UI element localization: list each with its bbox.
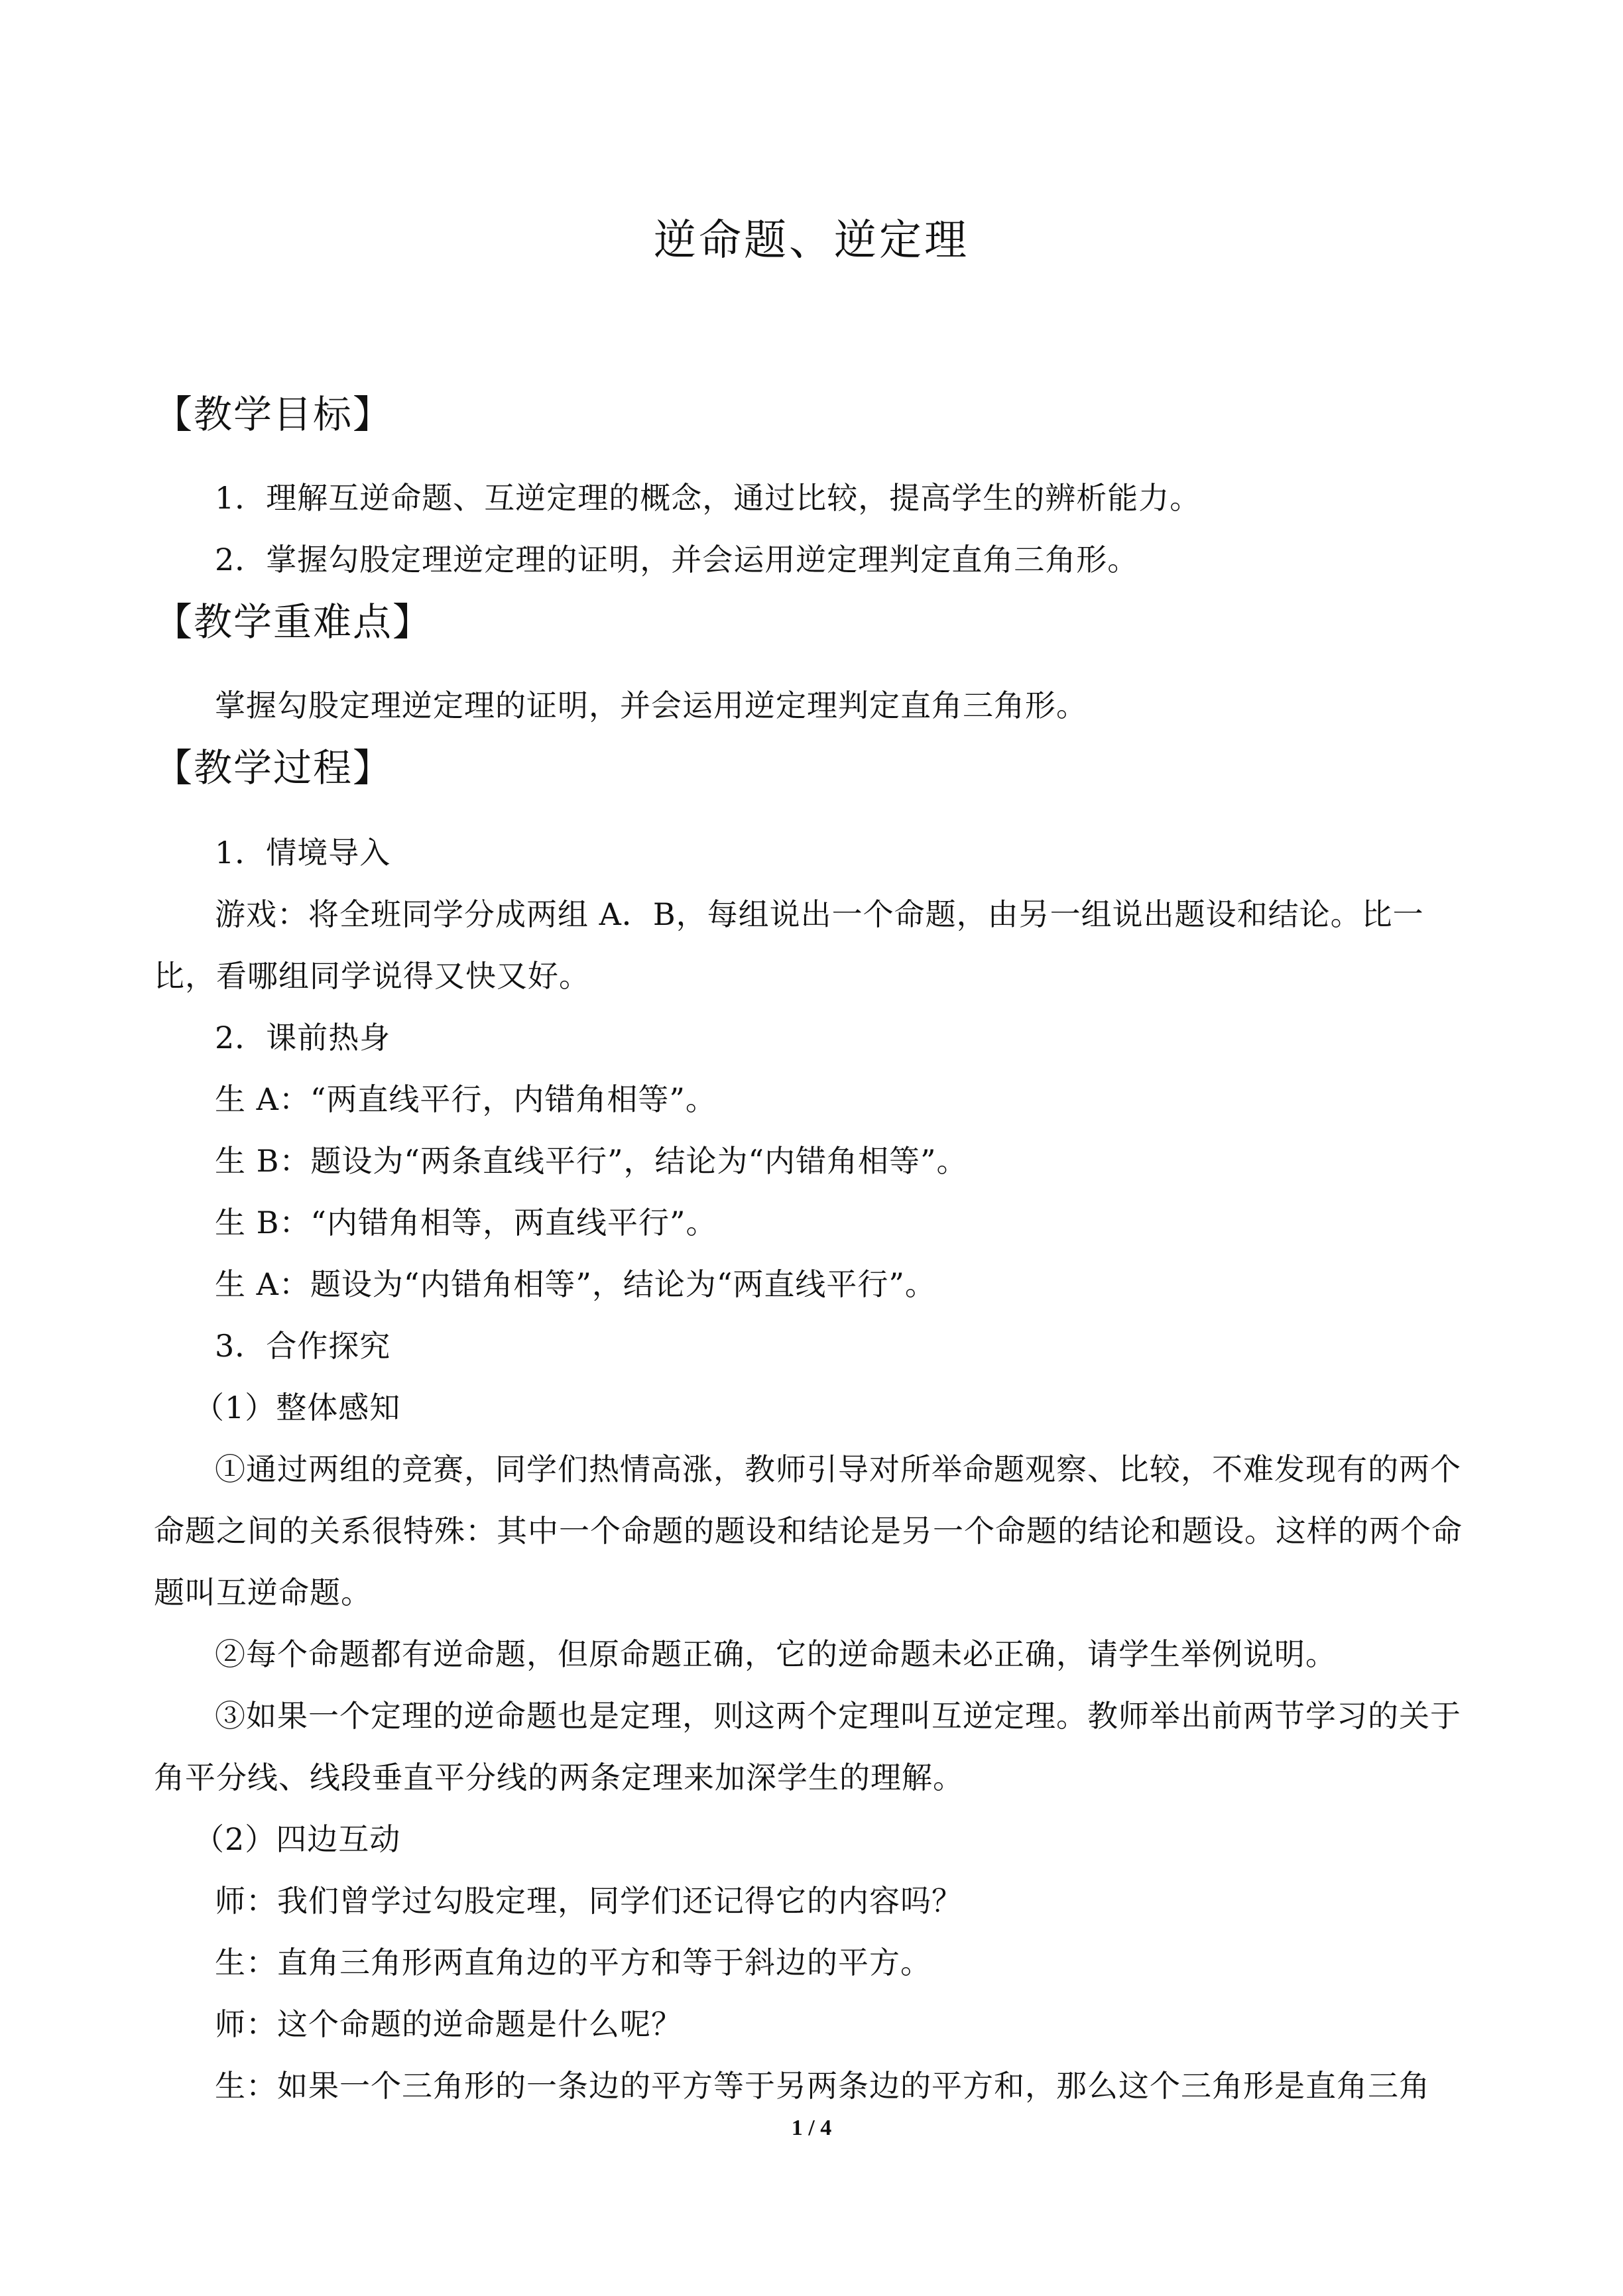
dialogue-line-6: 生：直角三角形两直角边的平方和等于斜边的平方。 bbox=[215, 1945, 932, 1980]
point-1-paragraph: ①通过两组的竞赛，同学们热情高涨，教师引导对所举命题观察、比较，不难发现有的两个命题之间的关系很特殊：其中一个命题的题设和结论是另一个命题的结论和题设。这样的两个命题叫互逆命题。 bbox=[154, 1451, 1463, 1610]
heading-process: 【教学过程】 bbox=[154, 745, 393, 790]
point-3-paragraph: ③如果一个定理的逆命题也是定理，则这两个定理叫互逆定理。教师举出前两节学习的关于角平分线、线段垂直平分线的两条定理来加深学生的理解。 bbox=[154, 1698, 1461, 1795]
subsection-1-title: （1）整体感知 bbox=[194, 1390, 401, 1425]
page-number: 1 / 4 bbox=[791, 2116, 832, 2140]
objective-item-1: 1．理解互逆命题、互逆定理的概念，通过比较，提高学生的辨析能力。 bbox=[215, 480, 1201, 516]
process-game-paragraph: 游戏：将全班同学分成两组 A．B，每组说出一个命题，由另一组说出题设和结论。比一比，看哪组同学说得又快又好。 bbox=[154, 896, 1424, 994]
dialogue-line-3: 生 B：“内错角相等，两直线平行”。 bbox=[215, 1205, 717, 1240]
objective-item-2: 2．掌握勾股定理逆定理的证明，并会运用逆定理判定直角三角形。 bbox=[215, 542, 1139, 577]
dialogue-line-4: 生 A：题设为“内错角相等”，结论为“两直线平行”。 bbox=[215, 1266, 936, 1302]
subsection-2-title: （2）四边互动 bbox=[194, 1821, 401, 1857]
dialogue-line-7: 师：这个命题的逆命题是什么呢？ bbox=[215, 2006, 682, 2042]
dialogue-line-8: 生：如果一个三角形的一条边的平方等于另两条边的平方和，那么这个三角形是直角三角 bbox=[215, 2068, 1430, 2104]
dialogue-line-2: 生 B：题设为“两条直线平行”，结论为“内错角相等”。 bbox=[215, 1143, 968, 1179]
heading-keypoints: 【教学重难点】 bbox=[154, 599, 433, 644]
process-step-2-title: 2．课前热身 bbox=[215, 1020, 391, 1056]
process-step-3-title: 3．合作探究 bbox=[215, 1328, 391, 1364]
heading-objectives: 【教学目标】 bbox=[154, 392, 393, 437]
point-2-paragraph: ②每个命题都有逆命题，但原命题正确，它的逆命题未必正确，请学生举例说明。 bbox=[215, 1636, 1337, 1672]
process-step-1-title: 1．情境导入 bbox=[215, 835, 391, 871]
keypoints-text: 掌握勾股定理逆定理的证明，并会运用逆定理判定直角三角形。 bbox=[215, 688, 1087, 723]
dialogue-line-5: 师：我们曾学过勾股定理，同学们还记得它的内容吗？ bbox=[215, 1883, 963, 1919]
dialogue-line-1: 生 A：“两直线平行，内错角相等”。 bbox=[215, 1081, 717, 1117]
page-title: 逆命题、逆定理 bbox=[654, 216, 969, 265]
